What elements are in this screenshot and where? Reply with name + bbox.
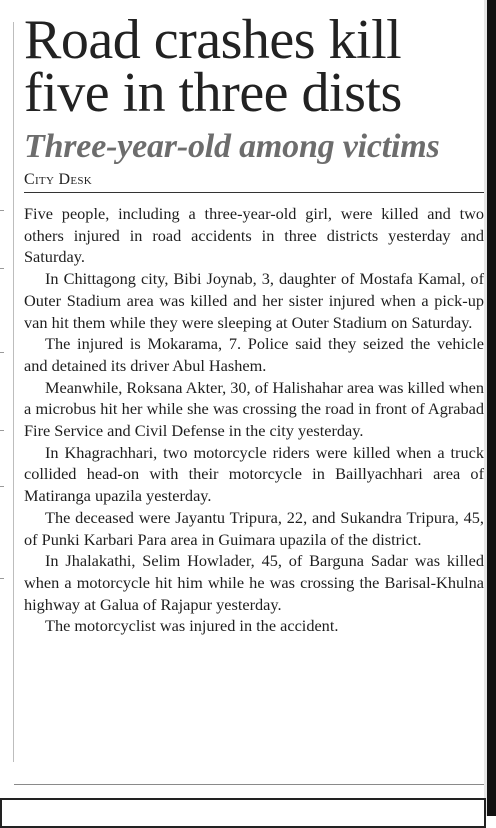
article-paragraph: In Khagrachhari, two motorcycle riders were killed when a truck collided head-on with their motorcycle in Baillyachhari area of Matiranga upazila yesterday. — [24, 442, 484, 506]
page-edge-bar — [487, 0, 496, 816]
article-headline: Road crashes kill five in three dists — [24, 9, 402, 124]
article-end-rule — [14, 784, 484, 785]
article-paragraph: The deceased were Jayantu Tripura, 22, and Sukandra Tripura, 45, of Punki Karbari Para area in Guimara upazila of the district. — [24, 507, 484, 549]
margin-tick — [0, 352, 4, 353]
article-body — [24, 203, 484, 637]
margin-tick — [0, 578, 4, 579]
news-article — [24, 9, 484, 637]
article-paragraph: The injured is Mokarama, 7. Police said they seized the vehicle and detained its driver Abul Hashem. — [24, 334, 484, 375]
article-byline: City Desk — [24, 171, 484, 193]
article-paragraph: The motorcyclist was injured in the accident. — [45, 616, 339, 636]
article-paragraph: In Jhalakathi, Selim Howlader, 45, of Barguna Sadar was killed when a motorcycle hit him while he was crossing the Barisal-Khulna highway at Galua of Rajapur yesterday. — [24, 551, 484, 614]
margin-tick — [0, 268, 4, 269]
article-subheadline: Three-year-old among victims — [24, 128, 440, 165]
margin-tick — [0, 210, 4, 211]
next-article-frame — [0, 798, 486, 828]
article-paragraph: In Chittagong city, Bibi Joynab, 3, daughter of Mostafa Kamal, of Outer Stadium area was killed and her sister injured when a pick-up van hit them while they were sleeping at Outer Stadium on Saturday. — [24, 269, 484, 332]
article-paragraph: Meanwhile, Roksana Akter, 30, of Halishahar area was killed when a microbus hit her while she was crossing the road in front of Agrabad Fire Service and Civil Defense in the city yesterday. — [24, 377, 484, 441]
column-rule-left — [13, 22, 14, 762]
margin-tick — [0, 486, 4, 487]
article-paragraph: Five people, including a three-year-old girl, were killed and two others injured in road accidents in three districts yesterday and Saturday. — [24, 204, 484, 267]
margin-tick — [0, 430, 4, 431]
